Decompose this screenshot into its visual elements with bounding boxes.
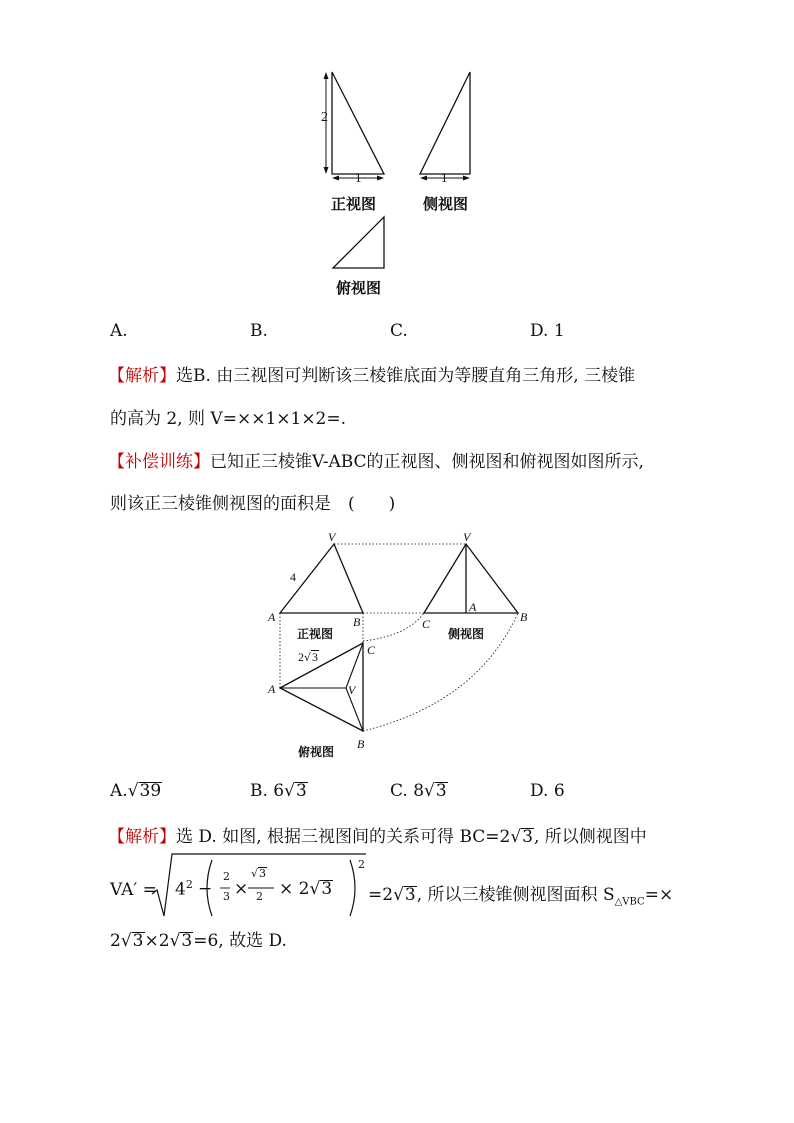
fig2-a-front: A (268, 610, 276, 624)
exercise-line-1 (108, 447, 644, 472)
fig2-v-front: V (328, 530, 336, 544)
fig2-b-top: B (357, 737, 365, 751)
formula-frac1-num: 2 (223, 870, 230, 883)
fig2-cap-front: 正视图 (297, 627, 334, 641)
q2-option-c: C. 8√3 (390, 781, 447, 801)
fig2-cap-top: 俯视图 (298, 745, 335, 759)
fig2-a-top: A (268, 682, 276, 696)
fig2-v-side: V (463, 530, 471, 544)
analysis-2-lead: VA′ = (110, 880, 157, 900)
fig2-edge-len: 4 (290, 570, 296, 584)
caption-top-view: 俯视图 (336, 279, 382, 297)
formula-times2: × 2√3 (279, 879, 333, 899)
fig2-c-side: C (422, 617, 431, 631)
formula-frac2-num: √3 (251, 867, 267, 880)
front-view-triangle (332, 72, 384, 174)
q1-option-b: B. (250, 321, 268, 341)
side-view-triangle (420, 72, 470, 174)
q2-option-a: A.√39 (110, 781, 162, 801)
dim-width-side-label: 1 (441, 170, 448, 185)
formula-4: $4^2$ (175, 878, 193, 900)
exercise-line-2: 则该正三棱锥侧视图的面积是 ( ) (110, 494, 396, 514)
q1-option-c: C. (390, 321, 408, 341)
fig2-c-top: C (367, 643, 376, 657)
caption-front-view: 正视图 (331, 195, 377, 213)
fig2-cap-side: 侧视图 (448, 627, 485, 641)
formula-outer-square: 2 (358, 858, 365, 871)
figure-three-views-2 (262, 528, 542, 768)
q2-option-d: D. 6 (530, 781, 565, 801)
analysis-1-text-1: 选B. 由三视图可判断该三棱锥底面为等腰直角三角形, 三棱锥 (176, 366, 636, 386)
q2-option-b: B. 6√3 (250, 781, 307, 801)
analysis-1-line-2: 的高为 2, 则 V=××1×1×2=. (110, 409, 347, 429)
fig2-len-top: 2√3 (298, 650, 319, 664)
figure-three-views-1 (300, 60, 500, 310)
dim-height-label: 2 (321, 110, 328, 125)
analysis-2-line-3: 2√3×2√3=6, 故选 D. (110, 931, 287, 951)
analysis-1-line-1 (108, 361, 635, 386)
analysis-1-tag: 【解析】 (108, 366, 176, 386)
exercise-text-1: 已知正三棱锥V-ABC的正视图、侧视图和俯视图如图所示, (210, 452, 644, 472)
analysis-2-tag: 【解析】 (108, 827, 176, 847)
formula-frac2-den: 2 (256, 890, 263, 903)
fig2-b-front: B (353, 615, 361, 629)
fig2-b-side: B (520, 610, 528, 624)
analysis-2-line-2: =2√3, 所以三棱锥侧视图面积 $S_{\triangle VBC}=\times$ (368, 885, 674, 908)
top-view-triangle (333, 217, 384, 268)
q1-option-d: D. 1 (530, 321, 565, 341)
analysis-2-line-1: 【解析】选 D. 如图, 根据三视图间的关系可得 BC=2√3, 所以侧视图中 (108, 827, 647, 847)
fig2-a-side: A (469, 600, 477, 614)
formula-frac1-den: 3 (223, 890, 230, 903)
fig2-v-top: V (348, 683, 356, 697)
caption-side-view: 侧视图 (423, 195, 469, 213)
exercise-tag: 【补偿训练】 (108, 452, 210, 472)
dim-width-front-label: 1 (355, 170, 362, 185)
q1-option-a: A. (110, 321, 128, 341)
formula-minus: − (198, 879, 213, 899)
formula-times1: × (234, 879, 249, 899)
